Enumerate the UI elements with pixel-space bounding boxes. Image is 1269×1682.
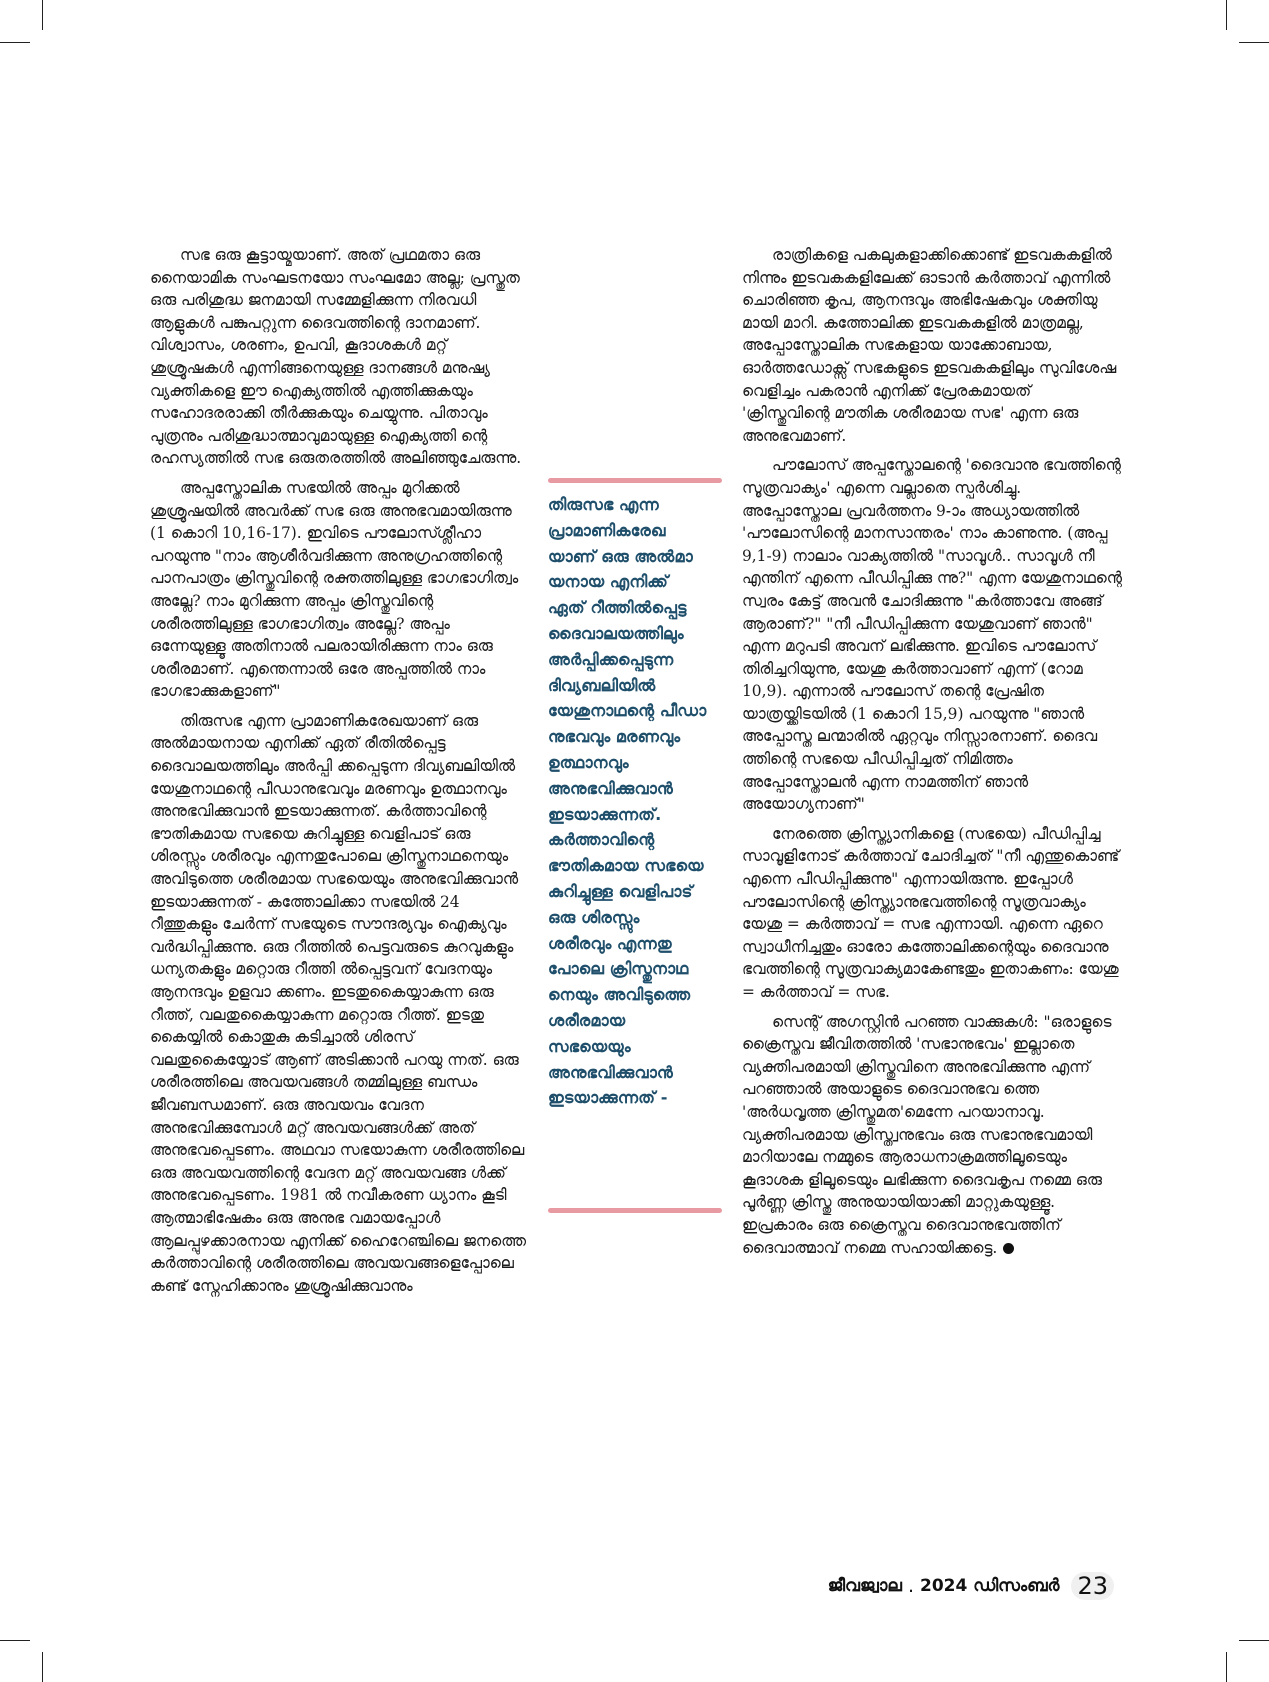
pull-quote-line: ശരീരമായ: [548, 1010, 626, 1030]
crop-mark: [42, 0, 43, 30]
pull-quote-line: ഭൗതികമായ സഭയെ: [548, 856, 704, 876]
pull-quote-line: ദിവ്യബലിയിൽ: [548, 675, 656, 695]
paragraph: പൗലോസ് അപ്പസ്തോലന്റെ 'ദൈവാനു ഭവത്തിന്റെ സൂത്രവാക്യം' എന്നെ വല്ലാതെ സ്പർശിച്ചു. അപ്പോസ്തോല പ്രവർത്തനം 9-ാം അധ്യായത്തിൽ 'പൗലോസിന്റെ മാനസാന്തരം' നാം കാണുന്നു. (അപ്പ 9,1-9) നാലാം വാക്യത്തിൽ "സാവൂൾ.. സാവൂൾ നീ എന്തിന് എന്നെ പീഡിപ്പിക്കു ന്നു?" എന്ന യേശുനാഥന്റെ സ്വരം കേട്ട് അവൻ ചോദിക്കുന്നു "കർത്താവേ അങ്ങ് ആരാണ്?" "നീ പീഡിപ്പിക്കുന്ന യേശുവാണ് ഞാൻ" എന്ന മറുപടി അവന് ലഭിക്കുന്നു. ഇവിടെ പൗലോസ് തിരിച്ചറിയുന്നു, യേശു കർത്താവാണ് എന്ന് (റോമ 10,9). എന്നാൽ പൗലോസ് തന്റെ പ്രേഷിത യാത്രയ്ക്കിടയിൽ (1 കൊറി 15,9) പറയുന്നു "ഞാൻ അപ്പോസ്ത ലന്മാരിൽ ഏറ്റവും നിസ്സാരനാണ്. ദൈവ ത്തിന്റെ സഭയെ പീഡിപ്പിച്ചത് നിമിത്തം അപ്പോസ്തോലൻ എന്ന നാമത്തിന് ഞാൻ അയോഗ്യനാണ്": [742, 456, 1122, 814]
pull-quote-line: നുഭവവും മരണവും: [548, 727, 681, 747]
pull-quote-bottom-rule: [548, 1208, 722, 1213]
pull-quote: [548, 478, 722, 1111]
pull-quote-line: യനായ എനിക്ക്: [548, 572, 669, 592]
page-number: 23: [1071, 1572, 1114, 1600]
pull-quote-line: ഉത്ഥാനവും: [548, 752, 629, 772]
pull-quote-line: അനുഭവിക്കുവാൻ: [548, 778, 673, 798]
pull-quote-line: പ്രാമാണികരേഖ: [548, 520, 666, 540]
pull-quote-line: ശരീരവും എന്നതു: [548, 933, 672, 953]
pull-quote-line: ഒരു ശിരസ്സും: [548, 907, 640, 927]
pull-quote-text: [548, 478, 722, 1111]
crop-mark: [0, 1640, 30, 1641]
pull-quote-line: ഇടയാക്കുന്നത്.: [548, 804, 662, 824]
pull-quote-line: തിരുസഭ എന്ന: [548, 495, 659, 514]
footer-separator: .: [907, 1575, 914, 1597]
crop-mark: [0, 42, 30, 43]
paragraph: നേരത്തെ ക്രിസ്ത്യാനികളെ (സഭയെ) പീഡിപ്പിച്ച സാവൂളിനോട് കർത്താവ് ചോദിച്ചത് "നീ എന്തുകൊണ്ട് എന്നെ പീഡിപ്പിക്കുന്നു" എന്നായിരുന്നു. ഇപ്പോൾ പൗലോസിന്റെ ക്രിസ്ത്യാനുഭവത്തിന്റെ സൂത്രവാക്യം യേശു = കർത്താവ് = സഭ എന്നായി. എന്നെ ഏറെ സ്വാധീനിച്ചതും ഓരോ കത്തോലിക്കന്റെയും ദൈവാനു ഭവത്തിന്റെ സൂത്രവാക്യമാകേണ്ടതും ഇതാകണം: യേശു = കർത്താവ് = സഭ.: [742, 824, 1120, 1001]
crop-mark: [1226, 0, 1227, 30]
pull-quote-line: അർപ്പിക്കപ്പെടുന്ന: [548, 649, 674, 669]
crop-mark: [1226, 1652, 1227, 1682]
paragraph-text: സെന്റ് അഗസ്റ്റിൻ പറഞ്ഞ വാക്കുകൾ: "ഒരാളുടെ ക്രൈസ്തവ ജീവിതത്തിൽ 'സഭാനുഭവം' ഇല്ലാതെ വ്യക്തിപരമായി ക്രിസ്തുവിനെ അനുഭവിക്കുന്നു എന്ന് പറഞ്ഞാൽ അയാളുടെ ദൈവാനുഭവ ത്തെ 'അർധവൃത്ത ക്രിസ്തുമത'മെന്നേ പറയാനാവൂ. വ്യക്തിപരമായ ക്രിസ്ത്വനുഭവം ഒരു സഭാനുഭവമായി മാറിയാലേ നമ്മുടെ ആരാധനാക്രമത്തിലൂടെയും കൂദാശക ളിലൂടെയും ലഭിക്കുന്ന ദൈവകൃപ നമ്മെ ഒരു പൂർണ്ണ ക്രിസ്തു അനുയായിയാക്കി മാറ്റുകയുള്ളൂ. ഇപ്രകാരം ഒരു ക്രൈസ്തവ ദൈവാനുഭവത്തിന് ദൈവാത്മാവ് നമ്മെ സഹായിക്കട്ടെ.: [742, 1012, 1112, 1257]
crop-mark: [42, 1652, 43, 1682]
pull-quote-line: കർത്താവിന്റെ: [548, 830, 655, 850]
pull-quote-line: സഭയെയും: [548, 1036, 631, 1056]
pull-quote-line: യാണ് ഒരു അൽമാ: [548, 546, 693, 566]
pull-quote-line: ഇടയാക്കുന്നത് -: [548, 1088, 668, 1108]
paragraph: രാത്രികളെ പകലുകളാക്കിക്കൊണ്ട് ഇടവകകളിൽ നിന്നും ഇടവകകളിലേക്ക് ഓടാൻ കർത്താവ് എന്നിൽ ചൊരിഞ്ഞ കൃപ, ആനന്ദവും അഭിഷേകവും ശക്തിയു മായി മാറി. കത്തോലിക്ക ഇടവകകളിൽ മാത്രമല്ല, അപ്പോസ്തോലിക സഭകളായ യാക്കോബായ, ഓർത്തഡോക്സ് സഭകളുടെ ഇടവകകളിലും സുവിശേഷ വെളിച്ചം പകരാൻ എനിക്ക് പ്രേരകമായത് 'ക്രിസ്തുവിന്റെ മൗതിക ശരീരമായ സഭ' എന്ന ഒരു അനുഭവമാണ്.: [742, 246, 1117, 445]
crop-mark: [1239, 1640, 1269, 1641]
paragraph: തിരുസഭ എന്ന പ്രാമാണികരേഖയാണ് ഒരു അൽമായനായ എനിക്ക് ഏത് രീതിൽപ്പെട്ട ദൈവാലയത്തിലും അർപ്പി ക്കപ്പെടുന്ന ദിവ്യബലിയിൽ യേശുനാഥന്റെ പീഡാനുഭവവും മരണവും ഉത്ഥാനവും അനുഭവിക്കുവാൻ ഇടയാക്കുന്നത്. കർത്താവിന്റെ ഭൗതികമായ സഭയെ കുറിച്ചുള്ള വെളിപാട് ഒരു ശിരസ്സും ശരീരവും എന്നതുപോലെ ക്രിസ്തുനാഥനെയും അവിടുത്തെ ശരീരമായ സഭയെയും അനുഭവിക്കുവാൻ ഇടയാക്കുന്നത് - കത്തോലിക്കാ സഭയിൽ 24 റീത്തുകളും ചേർന്ന് സഭയുടെ സൗന്ദര്യവും ഐക്യവും വർദ്ധിപ്പിക്കുന്നു. ഒരു റീത്തിൽ പെട്ടവരുടെ കുറവുകളും ധന്യതകളും മറ്റൊരു റീത്തി ൽപ്പെട്ടവന് വേദനയും ആനന്ദവും ഉളവാ ക്കണം. ഇടതുകൈയ്യാകുന്ന ഒരു റീത്ത്, വലതുകൈയ്യാകുന്ന മറ്റൊരു റീത്ത്. ഇടതു കൈയ്യിൽ കൊതുകു കടിച്ചാൽ ശിരസ് വലതുകൈയ്യോട് ആണ് അടിക്കാൻ പറയു ന്നത്. ഒരു ശരീരത്തിലെ അവയവങ്ങൾ തമ്മിലുള്ള ബന്ധം ജീവബന്ധമാണ്. ഒരു അവയവം വേദന അനുഭവിക്കുമ്പോൾ മറ്റ് അവയവങ്ങൾക്ക് അത് അനുഭവപ്പെടണം. അഥവാ സഭയാകുന്ന ശരീരത്തിലെ ഒരു അവയവത്തിന്റെ വേദന മറ്റ് അവയവങ്ങ ൾക്ക് അനുഭവപ്പെടണം. 1981 ൽ നവീകരണ ധ്യാനം കൂടി ആത്മാഭിഷേകം ഒരു അനുഭ വമായപ്പോൾ ആലപ്പുഴക്കാരനായ എനിക്ക് ഹൈറേഞ്ചിലെ ജനത്തെ കർത്താവിന്റെ ശരീരത്തിലെ അവയവങ്ങളെപ്പോലെ കണ്ട് സ്നേഹിക്കാനും ശുശ്രൂഷിക്കുവാനും: [150, 711, 526, 1295]
pull-quote-line: ദൈവാലയത്തിലും: [548, 623, 684, 643]
issue-date: 2024 ഡിസംബർ: [919, 1576, 1060, 1596]
pull-quote-line: ഏത് റീത്തിൽപ്പെട്ട: [548, 598, 687, 618]
paragraph: അപ്പസ്തോലിക സഭയിൽ അപ്പം മുറിക്കൽ ശുശ്രൂഷയിൽ അവർക്ക് സഭ ഒരു അനുഭവമായിരുന്നു (1 കൊറി 10,16-17). ഇവിടെ പൗലോസ്ശ്ലീഹാ പറയുന്നു "നാം ആശീർവദിക്കുന്ന അനുഗ്രഹത്തിന്റെ പാനപാത്രം ക്രിസ്തുവിന്റെ രക്തത്തിലുള്ള ഭാഗഭാഗിത്വം അല്ലേ? നാം മുറിക്കുന്ന അപ്പം ക്രിസ്തുവിന്റെ ശരീരത്തിലുള്ള ഭാഗഭാഗിത്വം അല്ലേ? അപ്പം ഒന്നേയുള്ളൂ അതിനാൽ പലരായിരിക്കുന്ന നാം ഒരു ശരീരമാണ്. എന്തെന്നാൽ ഒരേ അപ്പത്തിൽ നാം ഭാഗഭാക്കുകളാണ്": [150, 478, 519, 701]
pull-quote-line: യേശുനാഥന്റെ പീഡാ: [548, 701, 707, 721]
paragraph: സഭ ഒരു കൂട്ടായ്മയാണ്. അത് പ്രഥമതാ ഒരു നൈയാമിക സംഘടനയോ സംഘമോ അല്ല; പ്രസ്തുത ഒരു പരിശുദ്ധ ജനമായി സമ്മേളിക്കുന്ന നിരവധി ആളുകൾ പങ്കുപറ്റുന്ന ദൈവത്തിന്റെ ദാനമാണ്. വിശ്വാസം, ശരണം, ഉപവി, കൂദാശകൾ മറ്റ് ശുശ്രൂഷകൾ എന്നിങ്ങനെയുള്ള ദാനങ്ങൾ മനുഷ്യ വ്യക്തികളെ ഈ ഐക്യത്തിൽ എത്തിക്കുകയും സഹോദരരാക്കി തീർക്കുകയും ചെയ്യുന്നു. പിതാവും പുത്രനും പരിശുദ്ധാത്മാവുമായുള്ള ഐക്യത്തി ന്റെ രഹസ്യത്തിൽ സഭ ഒരുതരത്തിൽ അലിഞ്ഞുചേരുന്നു.: [150, 246, 522, 468]
magazine-name: ജീവജ്വാല: [827, 1576, 902, 1596]
pull-quote-line: കുറിച്ചുള്ള വെളിപാട്: [548, 881, 693, 901]
bullet-icon: [1003, 1243, 1014, 1254]
right-column: [742, 244, 1122, 1266]
left-column: [150, 244, 530, 1304]
crop-mark: [1239, 42, 1269, 43]
paragraph: [742, 1011, 1122, 1260]
pull-quote-line: പോലെ ക്രിസ്തുനാഥ: [548, 959, 689, 979]
page-footer: [828, 1572, 1114, 1600]
pull-quote-line: നെയും അവിടുത്തെ: [548, 985, 691, 1005]
pull-quote-line: അനുഭവിക്കുവാൻ: [548, 1062, 673, 1082]
